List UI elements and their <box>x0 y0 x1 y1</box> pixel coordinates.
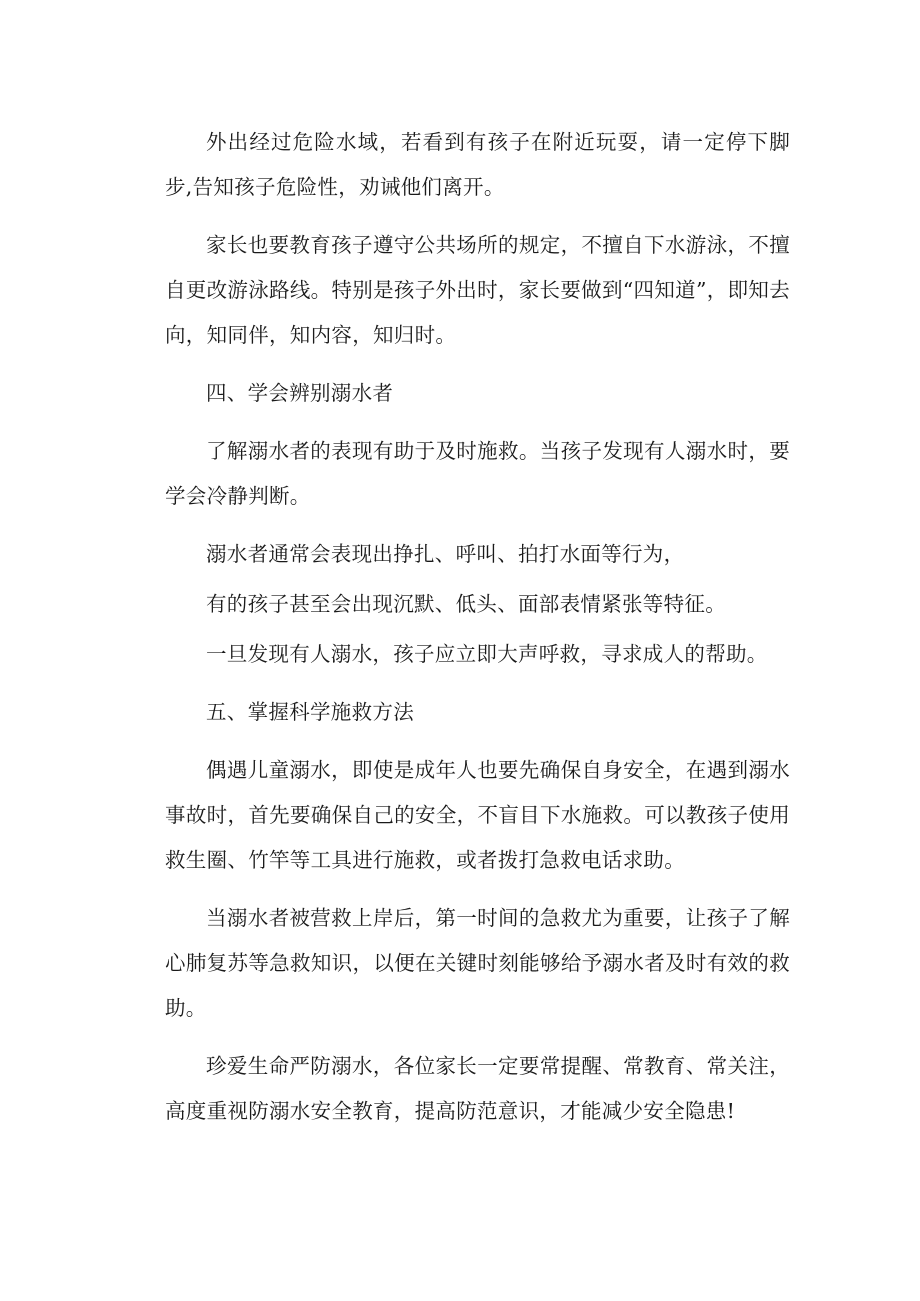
paragraph-silent-signs: 有的孩子甚至会出现沉默、低头、面部表情紧张等特征。 <box>206 592 726 616</box>
document-body <box>165 120 790 1147</box>
paragraph-parent-education: 家长也要教育孩子遵守公共场所的规定，不擅自下水游泳，不擅自更改游泳路线。特别是孩子外出时，家长要做到“四知道”，即知去向，知同伴，知内容，知归时。 <box>165 233 790 347</box>
paragraph-conclusion: 珍爱生命严防溺水，各位家长一定要常提醒、常教育、常关注，高度重视防溺水安全教育，提高防范意识，才能减少安全隐患! <box>165 1054 790 1123</box>
paragraph-rescue-safety: 偶遇儿童溺水，即使是成年人也要先确保自身安全，在遇到溺水事故时，首先要确保自己的安全，不盲目下水施救。可以教孩子使用救生圈、竹竿等工具进行施救，或者拨打急救电话求助。 <box>165 758 790 872</box>
paragraph-understand-signs: 了解溺水者的表现有助于及时施救。当孩子发现有人溺水时，要学会冷静判断。 <box>165 439 790 508</box>
paragraph-drowning-behaviors: 溺水者通常会表现出挣扎、呼叫、拍打水面等行为， <box>206 542 685 566</box>
section-heading-rescue-methods: 五、掌握科学施救方法 <box>206 700 414 724</box>
section-heading-identify-drowning: 四、学会辨别溺水者 <box>206 381 394 405</box>
paragraph-danger-waters: 外出经过危险水域，若看到有孩子在附近玩耍，请一定停下脚步,告知孩子危险性，劝诫他们离开。 <box>165 130 790 199</box>
paragraph-first-aid: 当溺水者被营救上岸后，第一时间的急救尤为重要，让孩子了解心肺复苏等急救知识，以便在关键时刻能够给予溺水者及时有效的救助。 <box>165 906 790 1020</box>
paragraph-call-for-help: 一旦发现有人溺水，孩子应立即大声呼救，寻求成人的帮助。 <box>206 642 768 666</box>
